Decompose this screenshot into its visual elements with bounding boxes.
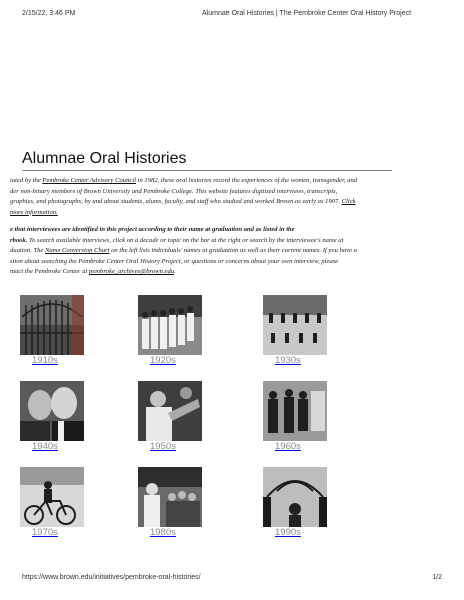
- advisory-council-link[interactable]: Pembroke Center Advisory Council: [42, 177, 136, 184]
- decade-photo-1960s: [263, 381, 327, 441]
- decade-tile-1910s[interactable]: [20, 295, 84, 366]
- intro-line: [10, 208, 405, 219]
- decade-tile-1960s[interactable]: [263, 381, 327, 452]
- print-footer: [22, 574, 442, 586]
- note-text: duation. The: [10, 247, 45, 254]
- decade-photo-1930s: [263, 295, 327, 355]
- note-line: [10, 267, 405, 278]
- decade-label: 1950s: [150, 441, 176, 452]
- decade-label: 1960s: [275, 441, 301, 452]
- decade-photo-1980s: [138, 467, 202, 527]
- print-page-title: Alumnae Oral Histories | The Pembroke Center Oral History Project: [202, 10, 412, 17]
- decade-photo-1920s: [138, 295, 202, 355]
- decade-label: 1990s: [275, 527, 301, 538]
- decade-tile-1930s[interactable]: [263, 295, 327, 366]
- note-text: To search available interviews, click on a decade or topic on the bar at the right or search by the interviewee's name at: [27, 236, 344, 244]
- decade-label: 1940s: [32, 441, 58, 452]
- intro-line: [10, 197, 405, 208]
- note-text: ntact the Pembroke Center at: [10, 268, 90, 275]
- page-title: Alumnae Oral Histories: [22, 150, 187, 167]
- decade-label: 1930s: [275, 355, 301, 366]
- decade-label: 1970s: [32, 527, 58, 538]
- decade-label: 1910s: [32, 355, 58, 366]
- intro-line: der non-binary members of Brown University and Pembroke College. This website features digitized interviews, transcripts,: [10, 187, 338, 195]
- decade-grid: [20, 295, 350, 545]
- intro-paragraph: [10, 176, 405, 218]
- print-header: [22, 10, 442, 22]
- decade-tile-1970s[interactable]: [20, 467, 84, 538]
- note-text: .: [174, 268, 176, 275]
- note-bold-text: rbook.: [10, 236, 28, 244]
- intro-text: iated by the: [10, 177, 43, 184]
- decade-label: 1920s: [150, 355, 176, 366]
- decade-photo-1970s: [20, 467, 84, 527]
- intro-text: in 1982, these oral histories record the experiences of the women, transgender, and: [136, 177, 358, 184]
- decade-tile-1920s[interactable]: [138, 295, 202, 366]
- note-line: [10, 225, 405, 236]
- print-page-number: 1/2: [432, 574, 442, 581]
- decade-tile-1940s[interactable]: [20, 381, 84, 452]
- search-note-paragraph: [10, 225, 405, 278]
- decade-photo-1950s: [138, 381, 202, 441]
- more-information-link[interactable]: more information.: [10, 208, 58, 216]
- intro-text: graphies, and photographs, by and about students, alums, faculty, and staff who studied and worked Brown as early as 1907.: [10, 198, 342, 205]
- note-line: stion about searching the Pembroke Center Oral History Project, or questions or concerns about your own interview, please: [10, 257, 339, 265]
- decade-photo-1940s: [20, 381, 84, 441]
- pembroke-archives-email-link[interactable]: pembroke_archives@brown.edu: [89, 268, 175, 275]
- title-divider: [22, 170, 392, 171]
- decade-tile-1980s[interactable]: [138, 467, 202, 538]
- print-date: 2/15/22, 3:46 PM: [22, 10, 76, 17]
- click-link[interactable]: Click: [341, 198, 356, 205]
- note-line: [10, 236, 405, 247]
- decade-label: 1980s: [150, 527, 176, 538]
- print-url: https://www.brown.edu/initiatives/pembroke-oral-histories/: [22, 574, 201, 581]
- note-bold-text: e that interviewees are identified in this project according to their name at graduation and as listed in the: [10, 226, 295, 233]
- decade-tile-1990s[interactable]: [263, 467, 327, 538]
- decade-photo-1910s: [20, 295, 84, 355]
- decade-tile-1950s[interactable]: [138, 381, 202, 452]
- name-conversion-chart-link[interactable]: Name Conversion Chart: [44, 247, 110, 254]
- intro-line: [10, 176, 405, 187]
- note-text: on the left lists individuals' names at graduation as well as their current names. If you have a: [109, 247, 357, 254]
- note-line: [10, 246, 405, 257]
- decade-photo-1990s: [263, 467, 327, 527]
